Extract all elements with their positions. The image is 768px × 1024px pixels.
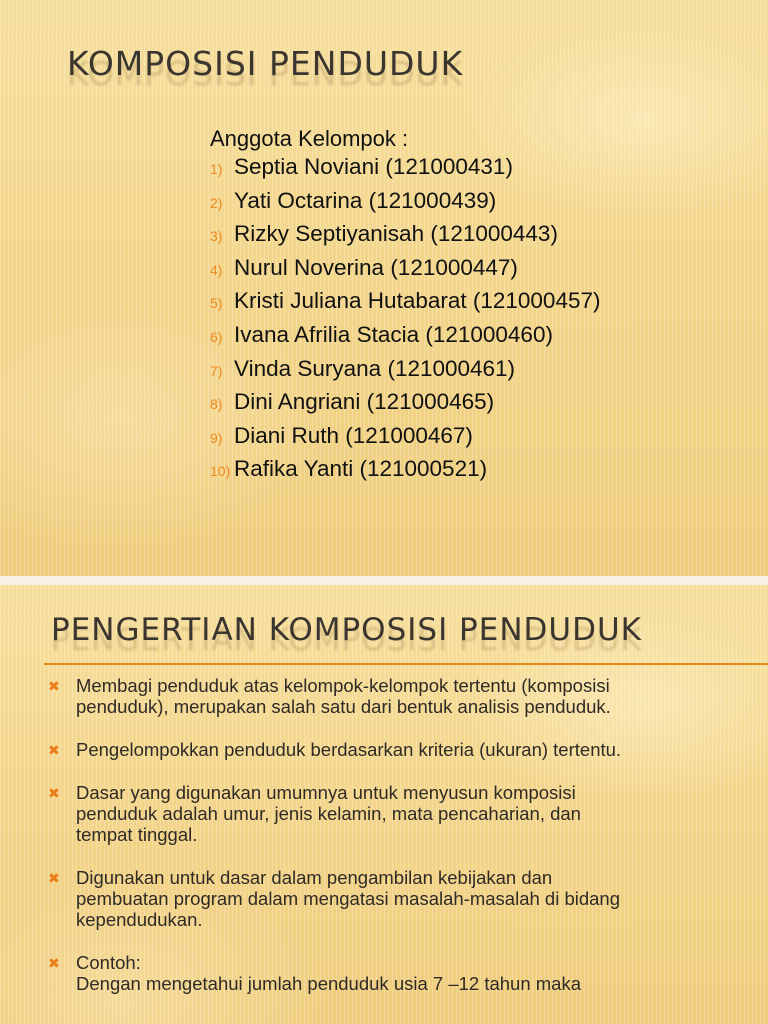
list-item [210, 221, 600, 255]
title-divider [44, 663, 768, 665]
bullet-text: Digunakan untuk dasar dalam pengambilan kebijakan dan pembuatan program dalam mengatasi masalah-masalah di bidang kependudukan. [76, 867, 621, 930]
member-name: Rafika Yanti (121000521) [234, 456, 488, 482]
member-name: Septia Noviani (121000431) [234, 154, 513, 179]
list-item [48, 867, 748, 930]
member-name: Vinda Suryana (121000461) [234, 355, 516, 381]
member-name: Yati Octarina (121000439) [234, 187, 497, 213]
list-number: 9) [210, 429, 223, 446]
member-name: Kristi Juliana Hutabarat (121000457) [234, 288, 601, 314]
member-name: Nurul Noverina (121000447) [234, 254, 518, 280]
member-name: Diani Ruth (121000467) [234, 422, 473, 448]
bullet-list [48, 675, 748, 1016]
list-item [210, 288, 600, 322]
slide-title: PENGERTIAN KOMPOSISI PENDUDUK [51, 612, 642, 648]
member-name: Dini Angriani (121000465) [234, 389, 495, 415]
x-bullet-icon: ✖ [48, 870, 60, 886]
list-item [210, 356, 600, 390]
list-number: 10) [210, 463, 231, 480]
list-number: 7) [210, 362, 223, 379]
list-number: 5) [210, 295, 223, 312]
list-item [48, 952, 748, 994]
bullet-text: Contoh: Dengan mengetahui jumlah penduduk usia 7 –12 tahun maka [76, 952, 582, 994]
bullet-text: Dasar yang digunakan umumnya untuk menyusun komposisi penduduk adalah umur, jenis kelamin, mata pencaharian, dan tempat tinggal. [76, 782, 581, 845]
member-section [210, 124, 600, 490]
member-list [210, 154, 600, 490]
list-item [210, 322, 600, 356]
list-number: 6) [210, 328, 223, 345]
list-item [48, 782, 748, 845]
list-number: 2) [210, 194, 223, 211]
x-bullet-icon: ✖ [48, 742, 60, 758]
list-item [210, 423, 600, 457]
list-number: 1) [210, 161, 223, 177]
slide-title: KOMPOSISI PENDUDUK [67, 44, 464, 83]
bullet-text: Pengelompokkan penduduk berdasarkan kriteria (ukuran) tertentu. [76, 739, 622, 760]
x-bullet-icon: ✖ [48, 785, 60, 801]
x-bullet-icon: ✖ [48, 678, 60, 694]
slide-pengertian [0, 585, 768, 1024]
list-item [210, 188, 600, 222]
list-item [210, 154, 600, 188]
members-heading: Anggota Kelompok : [210, 126, 409, 151]
member-name: Rizky Septiyanisah (121000443) [234, 221, 558, 247]
bullet-text: Membagi penduduk atas kelompok-kelompok tertentu (komposisi penduduk), merupakan salah satu dari bentuk analisis penduduk. [76, 675, 611, 717]
member-name: Ivana Afrilia Stacia (121000460) [234, 321, 553, 347]
x-bullet-icon: ✖ [48, 955, 60, 971]
list-item [210, 389, 600, 423]
list-item [48, 739, 748, 760]
list-number: 3) [210, 228, 223, 245]
list-item [48, 675, 748, 717]
list-item [210, 456, 600, 490]
list-number: 4) [210, 261, 223, 278]
list-item [210, 255, 600, 289]
list-number: 8) [210, 396, 223, 413]
